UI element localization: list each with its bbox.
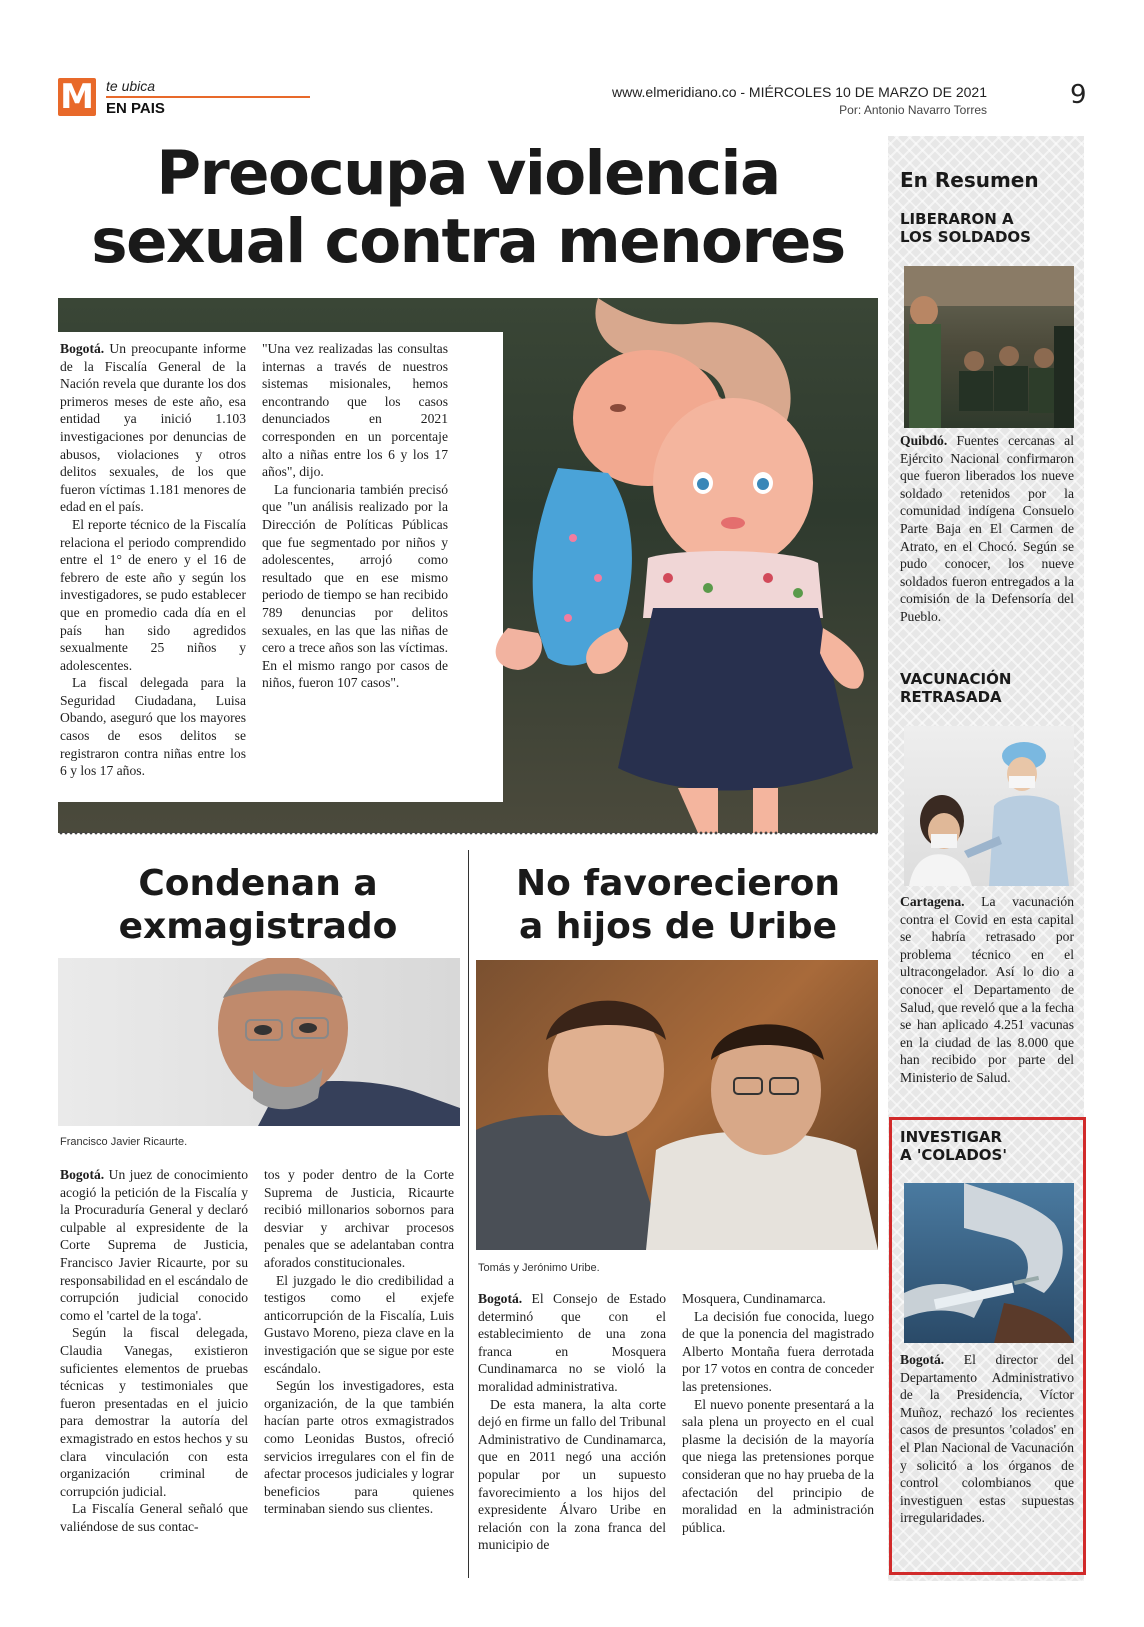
sidebar-item2-headline [900,670,1011,706]
sidebar-item3-headline [900,1128,1007,1164]
uribe-brothers-illustration [476,960,878,1250]
main-col1-p2: El reporte técnico de la Fiscalía relaciona el periodo comprendido entre el 1° de enero y el 16 de febrero de este año y según los investigadores, se pudo establecer que en promedio cada día en el país han sido agredidos sexualmente 25 niños y adolescentes. [60,516,246,673]
main-col2-p2: La funcionaria también precisó que "un análisis realizado por la Dirección de Políticas Públicas que fue segmentado por niños y adolescentes, arrojó como resultado que en ese mismo periodo de tiempo se han recibido 789 denuncias por delitos sexuales, en las que las niñas de cero a trece años son las víctimas. En el mismo rango por casos de niños, fueron 107 casos". [262,481,448,691]
main-headline [58,140,878,276]
page-number: 9 [1070,80,1087,110]
main-photo [58,298,878,833]
sidebar-item1-dateline: Quibdó. [900,433,948,448]
right-col2-p3: El nuevo ponente presentará a la sala plena un proyecto en el cual plasme la decisión de la mayoría que niega las pretensiones porque consideran que no hay prueba de la afectación del principio de moralidad en la administración pública. [682,1396,874,1535]
main-headline-line-1: Preocupa violencia [156,138,780,209]
sidebar-item2-photo [904,726,1074,886]
right-story-headline [478,862,878,948]
newspaper-logo: M [58,78,96,116]
sidebar-item2-body: La vacunación contra el Covid en esta capital se habría retrasado por problema técnico en el ultracongelador. Así lo dio a conocer el Departamento de Salud, que reveló que a la fecha se han aplicado 4.251 vacunas en la ciudad de las 8.000 que han recibido por parte del Ministerio de Salud. [900,894,1074,1085]
right-col1-p1-text: El Consejo de Estado determinó que con el establecimiento de una zona franca en Mosquera Cundinamarca no se violó la moralidad administrativa. [478,1291,666,1394]
left-col1-p3: La Fiscalía General señaló que valiéndose de sus contac- [60,1501,248,1534]
sidebar-item3-body: El director del Departamento Administrativo de la Presidencia, Víctor Muñoz, rechazó los recientes casos de presuntos 'colados' en el Plan Nacional de Vacunación y solicitó a los órganos de control colombianos que investiguen estas supuestas irregularidades. [900,1352,1074,1526]
left-story-head-line-1: Condenan a [138,863,378,904]
sidebar-item2-text [900,893,1074,1087]
byline: Por: Antonio Navarro Torres [839,103,987,117]
sidebar-item1-head-line-2: LOS SOLDADOS [900,228,1031,246]
left-story-caption: Francisco Javier Ricaurte. [60,1136,188,1148]
right-col1-p1 [478,1290,666,1396]
sidebar-item1-head-line-1: LIBERARON A [900,210,1014,228]
left-col1-p1-text: Un juez de conocimiento acogió la petición de la Fiscalía y la Procuraduría General y declaró culpable al expresidente de la Corte Suprema de Justicia, Francisco Javier Ricaurte, por su responsabilidad en el escándalo de corrupción judicial conocido como el 'cartel de la toga'. [60,1167,248,1323]
right-story-column-1 [478,1290,666,1554]
left-story-column-2 [264,1166,454,1518]
right-story-caption: Tomás y Jerónimo Uribe. [478,1262,600,1274]
main-headline-line-2: sexual contra menores [91,206,845,277]
left-col2-p3: Según los investigadores, esta organización, de la que también hacían parte otros exmagistrados como Leonidas Bustos, ofreció servicios irregulares con el fin de afectar procesos judiciales y lograr beneficios para quienes terminaban siendo sus clientes. [264,1378,454,1517]
left-col2-p2: El juzgado le dio credibilidad a testigos como el exjefe anticorrupción de la Fiscalía, Luis Gustavo Moreno, pieza clave en la investigación que se sigue por este escándalo. [264,1272,454,1376]
main-col1-p1 [60,340,246,516]
right-story-photo [476,960,878,1250]
left-story-photo [58,958,460,1126]
sidebar-item3-head-line-2: A 'COLADOS' [900,1146,1007,1164]
main-col1-p3: La fiscal delegada para la Seguridad Ciudadana, Luisa Obando, aseguró que los mayores casos de esos delitos se registraron contra niñas entre los 6 y los 17 años. [60,675,246,779]
sidebar-item2-dateline: Cartagena. [900,894,965,909]
left-story-headline [58,862,458,948]
sidebar-item2-head-line-2: RETRASADA [900,688,1002,706]
sidebar-item1-text [900,432,1074,626]
column-rule [468,850,469,1578]
sidebar-item3-dateline: Bogotá. [900,1352,945,1367]
main-col1-dateline: Bogotá. [60,341,105,356]
right-story-head-line-2: a hijos de Uribe [518,906,838,947]
right-story-head-line-1: No favorecieron [516,863,840,904]
section-name: EN PAIS [106,100,165,117]
vaccination-photo-illustration [904,726,1074,886]
left-col1-p1 [60,1166,248,1324]
sidebar-title: En Resumen [900,168,1039,192]
left-col1-dateline: Bogotá. [60,1167,105,1182]
ricaurte-portrait-illustration [58,958,460,1126]
left-story-head-line-2: exmagistrado [118,906,398,947]
section-kicker: te ubica [106,78,156,94]
dateline: www.elmeridiano.co - MIÉRCOLES 10 DE MARZO DE 2021 [611,84,987,100]
section-rule [106,96,310,98]
right-col2-p2: La decisión fue conocida, luego de que la ponencia del magistrado Alberto Montaña fuera derrotada por 17 votos en contra de conceder las pretensiones. [682,1308,874,1394]
sidebar-item2-head-line-1: VACUNACIÓN [900,670,1012,688]
left-col1-p2: Según la fiscal delegada, Claudia Vanegas, existieron suficientes elementos de pruebas técnicas y testimoniales que fueron presentadas en el juicio para demostrar la autoría del exmagistrado en estos hechos y su clara vinculación con esta organización criminal de corrupción judicial. [60,1325,248,1499]
sidebar-item3-text [900,1351,1074,1527]
right-col2-p1: Mosquera, Cundinamarca. [682,1291,826,1306]
doll-illustration [478,298,878,833]
sidebar-item1-photo [904,266,1074,428]
main-column-2 [262,340,448,692]
main-column-1 [60,340,246,780]
section-divider [58,830,878,836]
main-col2-p1: "Una vez realizadas las consultas internas a través de nuestros sistemas misionales, hemos encontrando que los casos denunciados en 2021 corresponden en un porcentaje alto a niñas entre los 6 y los 17 años", dijo. [262,341,448,480]
sidebar-item3-photo [904,1183,1074,1343]
left-story-column-1 [60,1166,248,1535]
right-col1-p2: De esta manera, la alta corte dejó en firme un fallo del Tribunal Administrativo de Cundinamarca, que en 2011 negó una acción popular por un supuesto favorecimiento a los hijos del expresidente Álvaro Uribe en relación con la zona franca del municipio de [478,1396,666,1553]
syringe-photo-illustration [904,1183,1074,1343]
sidebar-item1-headline [900,210,1031,246]
sidebar-item3-head-line-1: INVESTIGAR [900,1128,1003,1146]
main-col1-p1-text: Un preocupante informe de la Fiscalía General de la Nación revela que durante los dos primeros meses de este año, esa entidad ya inició 1.103 investigaciones por denuncias de abusos, violaciones y otros delitos sexuales, de los que fueron víctimas 1.181 menores de edad en el país. [60,341,246,515]
right-story-column-2 [682,1290,874,1536]
left-col2-p1: tos y poder dentro de la Corte Suprema de Justicia, Ricaurte recibió millonarios sobornos para desviar y archivar procesos penales que se adelantaban contra aforados constitucionales. [264,1167,454,1270]
sidebar-item1-body: Fuentes cercanas al Ejército Nacional confirmaron que fueron liberados los nueve soldado retenidos por la comunidad indígena Consuelo Parte Baja en El Carmen de Atrato, en el Chocó. Según se pudo conocer, los nueve soldados fueron entregados a la comisión de la Defensoría del Pueblo. [900,433,1074,624]
right-col1-dateline: Bogotá. [478,1291,523,1306]
soldiers-photo-illustration [904,266,1074,428]
